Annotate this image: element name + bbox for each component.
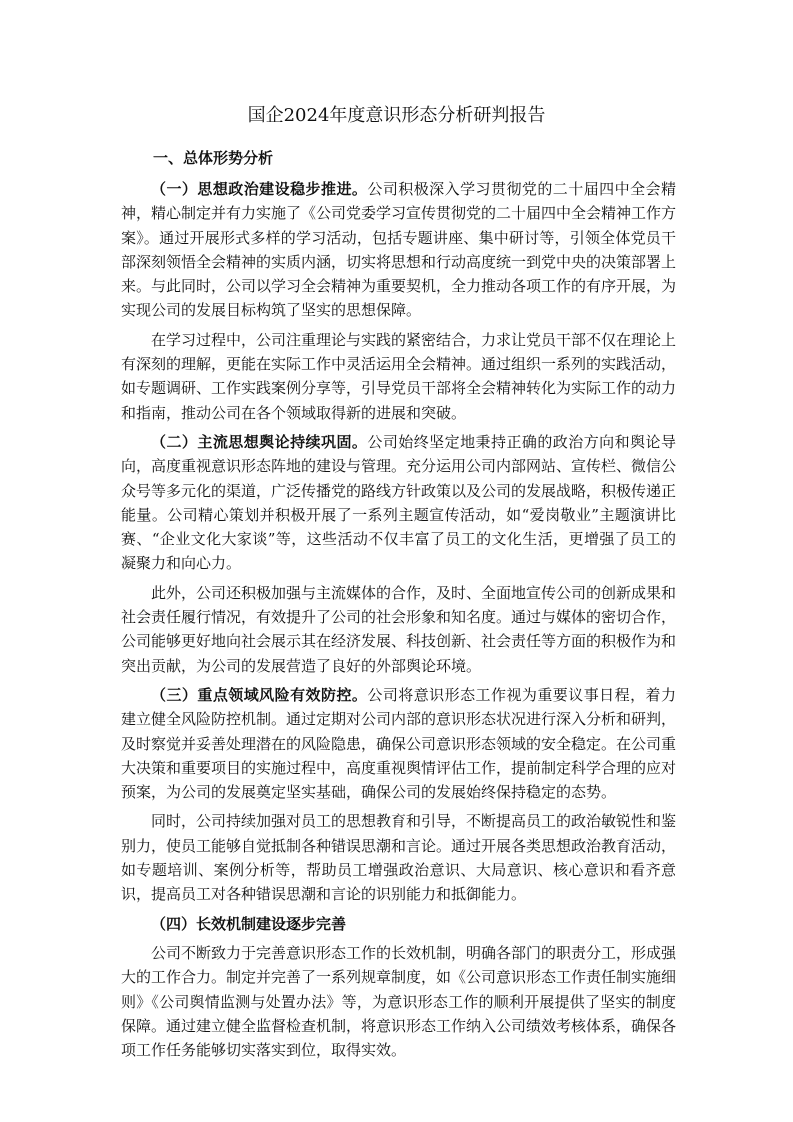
subsection-lead: （三）重点领域风险有效防控。 (151, 685, 368, 704)
paragraph-sub3-continued: 同时，公司持续加强对员工的思想教育和引导，不断提高员工的政治敏锐性和鉴别力，使员工能够自觉抵制各种错误思潮和言论。通过开展各类思想政治教育活动，如专题培训、案例分析等，帮助员工增强政治意识、大局意识、核心意识和看齐意识，提高员工对各种错误思潮和言论的识别能力和抵御能力。 (121, 812, 677, 904)
paragraph-sub1 (121, 177, 676, 323)
subsection-lead: （一）思想政治建设稳步推进。 (151, 180, 368, 198)
page-title: 国企2024年度意识形态分析研判报告 (247, 105, 546, 126)
paragraph-text: 公司积极深入学习贯彻党的二十届四中全会精神，精心制定并有力实施了《公司党委学习宣传贯彻党的二十届四中全会精神工作方案》。通过开展形式多样的学习活动，包括专题讲座、集中研讨等，引领全体党员干部深刻领悟全会精神的实质内涵，切实将思想和行动高度统一到党中央的决策部署上来。与此同时，公司以学习全会精神为重要契机，全力推动各项工作的有序开展，为实现公司的发展目标构筑了坚实的思想保障。 (121, 180, 677, 320)
subsection-heading: （四）长效机制建设逐步完善 (151, 914, 347, 933)
paragraph-text: 公司将意识形态工作视为重要议事日程，着力建立健全风险防控机制。通过定期对公司内部的意识形态状况进行深入分析和研判，及时察觉并妥善处理潜在的风险隐患，确保公司意识形态领域的安全稳定。在公司重大决策和重要项目的实施过程中，高度重视舆情评估工作，提前制定科学合理的应对预案，为公司的发展奠定坚实基础，确保公司的发展始终保持稳定的态势。 (121, 685, 677, 802)
paragraph-sub2 (121, 430, 676, 576)
paragraph-sub3 (121, 683, 676, 804)
paragraph-sub1-continued: 在学习过程中，公司注重理论与实践的紧密结合，力求让党员干部不仅在理论上有深刻的理解，更能在实际工作中灵活运用全会精神。通过组织一系列的实践活动，如专题调研、工作实践案例分享等，引导党员干部将全会精神转化为实际工作的动力和指南，推动公司在各个领域取得新的进展和突破。 (121, 330, 677, 422)
section-heading: 一、总体形势分析 (153, 149, 274, 167)
document-body (121, 144, 676, 1067)
subsection-lead: （二）主流思想舆论持续巩固。 (151, 432, 368, 451)
paragraph-text: 公司始终坚定地秉持正确的政治方向和舆论导向，高度重视意识形态阵地的建设与管理。充分运用公司内部网站、宣传栏、微信公众号等多元化的渠道，广泛传播党的路线方针政策以及公司的发展战略，积极传递正能量。公司精心策划并积极开展了一系列主题宣传活动，如“爱岗敬业”主题演讲比赛、“企业文化大家谈”等，这些活动不仅丰富了员工的文化生活，更增强了员工的凝聚力和向心力。 (121, 432, 677, 573)
paragraph-sub2-continued: 此外，公司还积极加强与主流媒体的合作，及时、全面地宣传公司的创新成果和社会责任履行情况，有效提升了公司的社会形象和知名度。通过与媒体的密切合作，公司能够更好地向社会展示其在经济发展、科技创新、社会责任等方面的积极作为和突出贡献，为公司的发展营造了良好的外部舆论环境。 (121, 583, 677, 675)
paragraph-sub4: 公司不断致力于完善意识形态工作的长效机制，明确各部门的职责分工，形成强大的工作合力。制定并完善了一系列规章制度，如《公司意识形态工作责任制实施细则》《公司舆情监测与处置办法》等，为意识形态工作的顺利开展提供了坚实的制度保障。通过建立健全监督检查机制，将意识形态工作纳入公司绩效考核体系，确保各项工作任务能够切实落实到位，取得实效。 (121, 943, 677, 1060)
